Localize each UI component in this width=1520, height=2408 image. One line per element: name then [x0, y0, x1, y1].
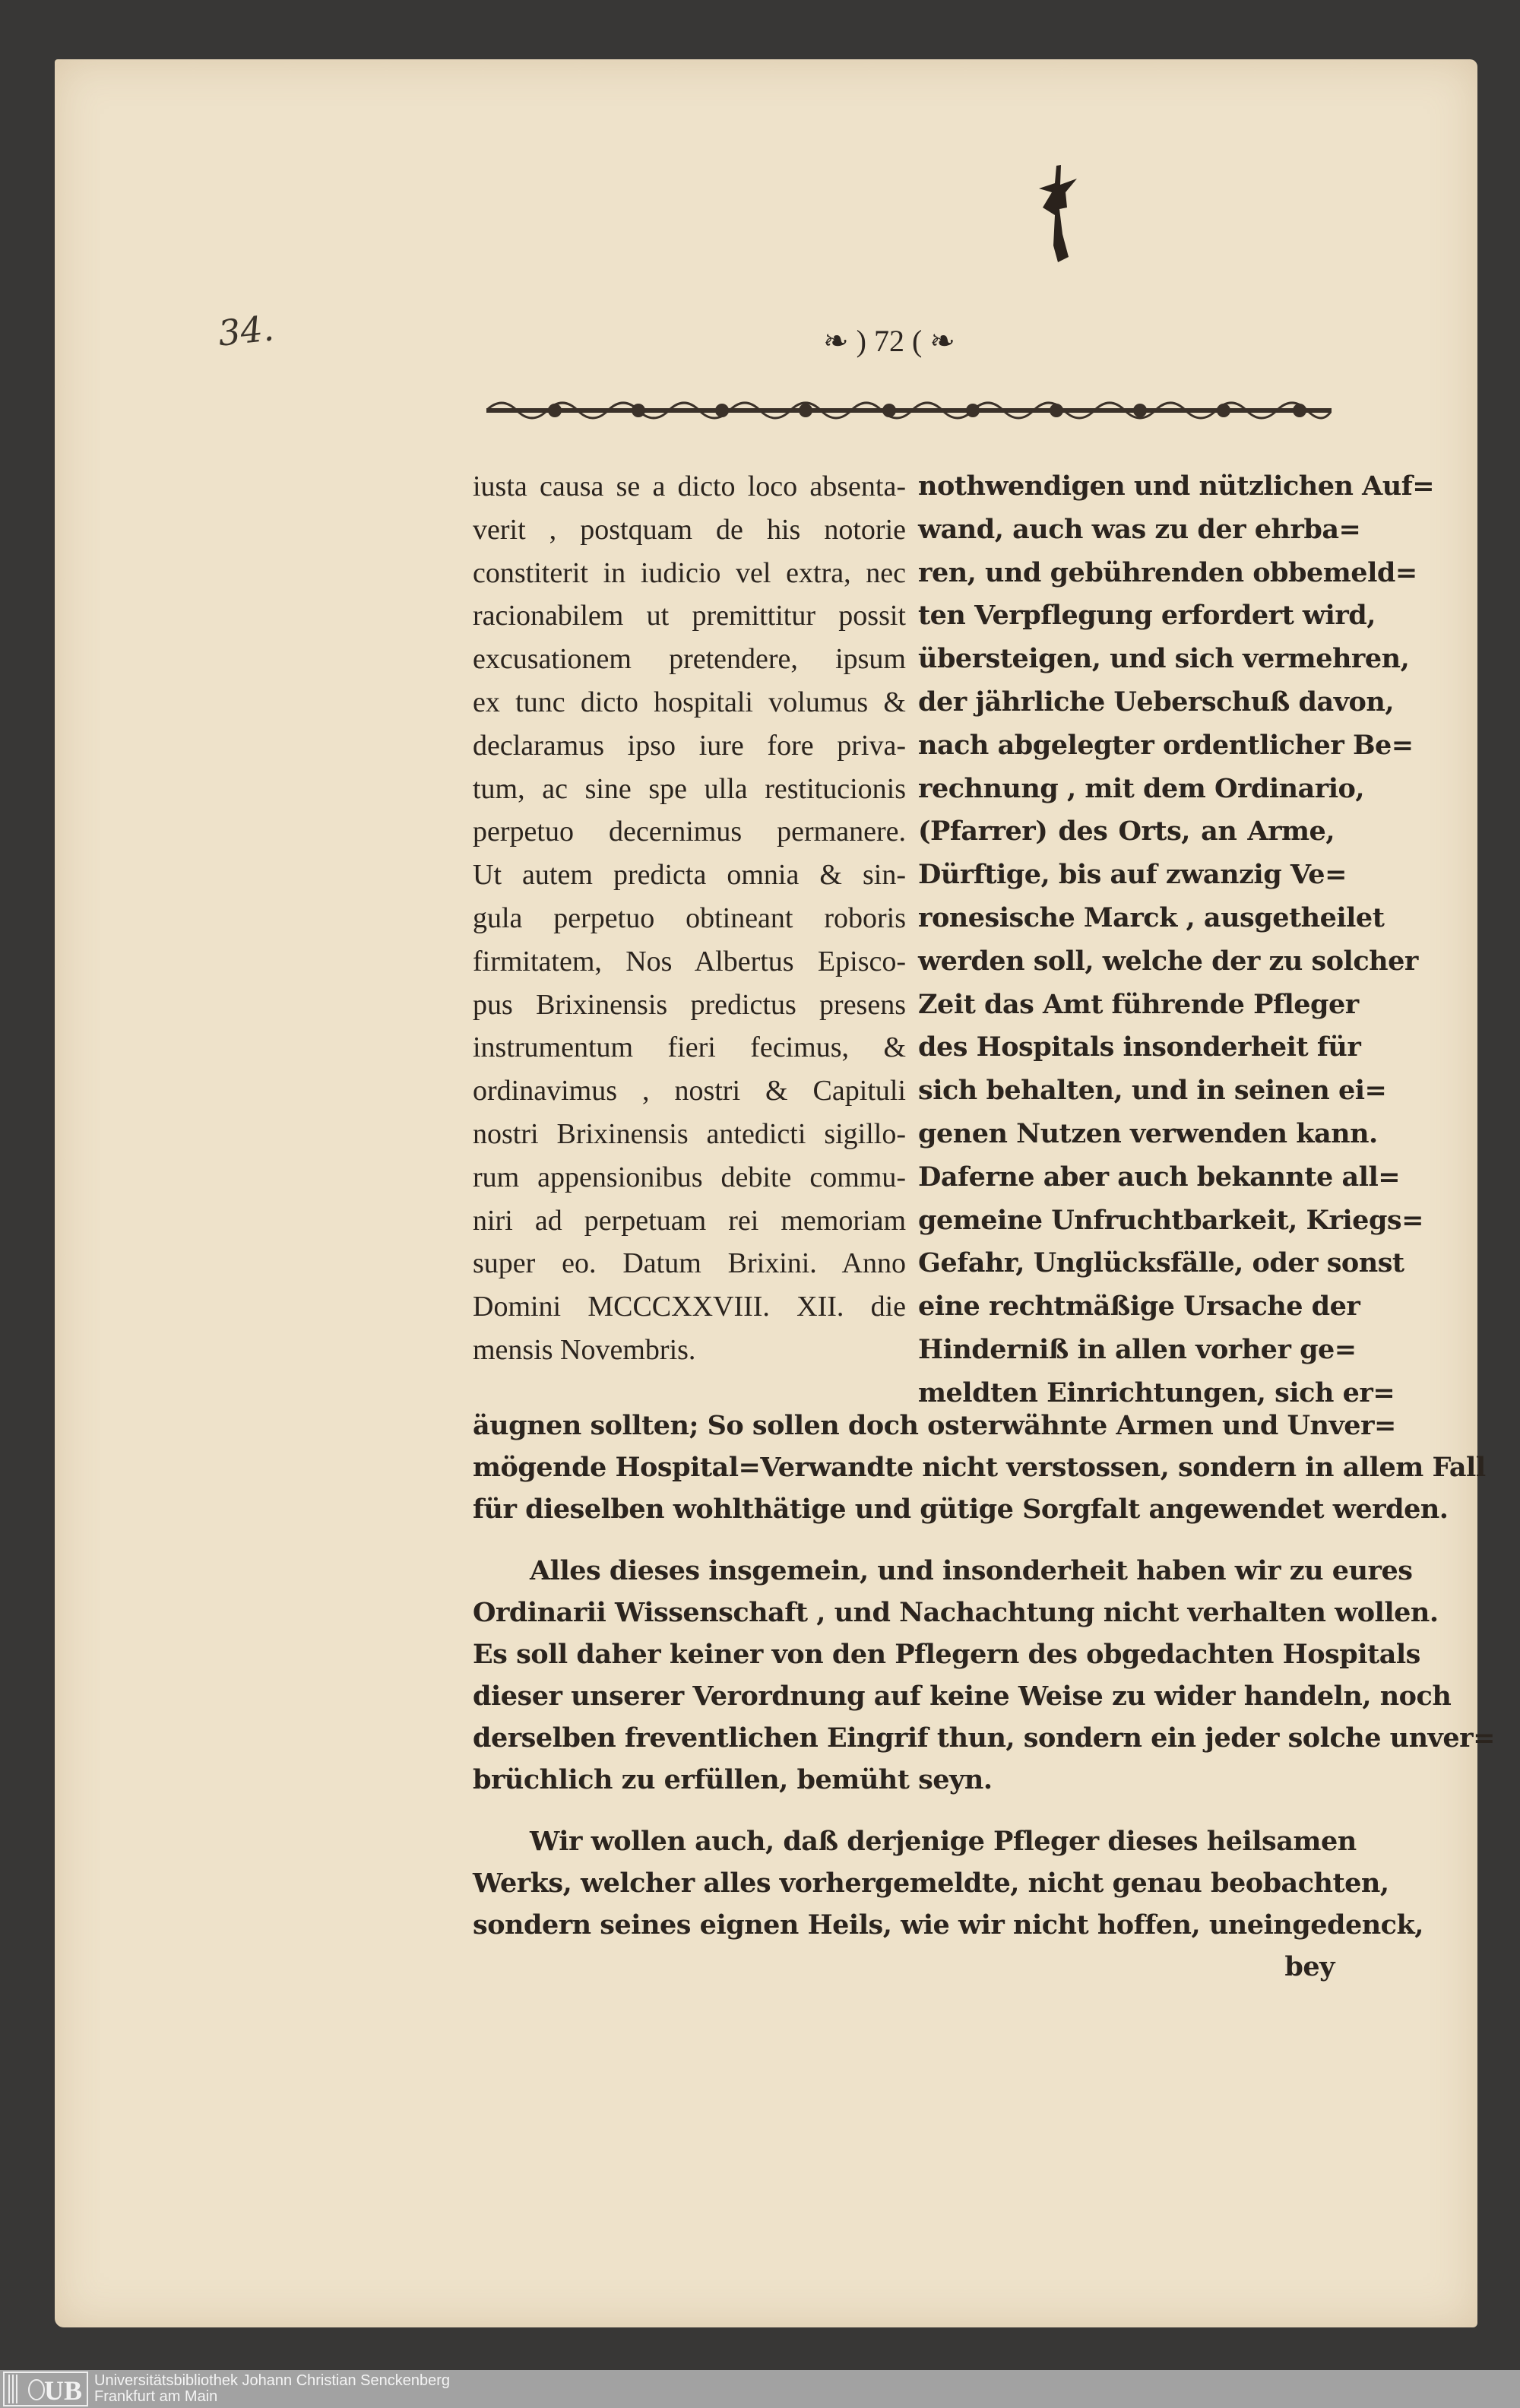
text-line: Daferne aber auch bekannte all=	[918, 1161, 1401, 1193]
institution-name: Universitätsbibliothek Johann Christian Senckenberg	[94, 2372, 451, 2389]
text-line: iusta causa se a dicto loco absenta-	[473, 471, 906, 502]
text-line: nach abgelegter ordentlicher Be=	[918, 729, 1414, 761]
text-line: der jährliche Ueberschuß davon,	[918, 686, 1395, 718]
text-line: Domini MCCCXXVIII. XII. die	[473, 1291, 906, 1323]
text-line: für dieselben wohlthätige und gütige Sorgfalt angewendet werden.	[473, 1494, 1449, 1525]
text-line: eine rechtmäßige Ursache der	[918, 1291, 1360, 1323]
page-number: 72	[874, 324, 904, 358]
paragraph	[473, 1550, 1495, 1801]
text-line: ronesische Marck , ausgetheilet	[918, 901, 1385, 933]
text-line: tum, ac sine spe ulla restitucionis	[473, 772, 906, 805]
text-line: declaramus ipso iure fore priva-	[473, 729, 906, 762]
german-column	[918, 465, 1435, 1415]
text-line: super eo. Datum Brixini. Anno	[473, 1247, 906, 1280]
text-line: firmitatem, Nos Albertus Episco-	[473, 945, 906, 977]
text-line: gula perpetuo obtineant roboris	[473, 901, 906, 934]
text-line: werden soll, welche der zu solcher	[918, 945, 1418, 977]
logo-text: UB	[43, 2375, 82, 2406]
text-line: sondern seines eignen Heils, wie wir nicht hoffen, uneingedenck,	[473, 1909, 1423, 1941]
text-line: niri ad perpetuam rei memoriam	[473, 1204, 906, 1237]
text-line: pus Brixinensis predictus presens	[473, 988, 906, 1021]
handwritten-note: 34.	[216, 307, 276, 354]
paragraph	[473, 1405, 1486, 1530]
text-line: ren, und gebührenden obbemeld=	[918, 556, 1417, 588]
text-line: Gefahr, Unglücksfälle, oder sonst	[918, 1247, 1404, 1279]
institution-city: Frankfurt am Main	[94, 2388, 218, 2405]
text-line: Zeit das Amt führende Pfleger	[918, 988, 1359, 1020]
latin-column	[473, 465, 906, 1372]
text-line: Wir wollen auch, daß derjenige Pfleger dieses heilsamen	[530, 1826, 1357, 1857]
text-line: constiterit in iudicio vel extra, nec	[473, 556, 906, 589]
text-line: mögende Hospital=Verwandte nicht verstossen, sondern in allem Fall	[473, 1452, 1486, 1483]
text-line: instrumentum fieri fecimus, &	[473, 1031, 906, 1064]
page-header	[775, 323, 1003, 359]
text-line: dieser unserer Verordnung auf keine Weise zu wider handeln, noch	[473, 1681, 1452, 1712]
left-ornament-icon: ❧ )	[823, 324, 866, 358]
text-line: ten Verpflegung erfordert wird,	[918, 600, 1376, 632]
text-line: racionabilem ut premittitur possit	[473, 600, 906, 632]
footer-bar	[0, 2370, 1520, 2408]
full-width-text	[473, 1405, 1495, 1988]
text-line: Alles dieses insgemein, und insonderheit haben wir zu eures	[530, 1555, 1413, 1586]
institution-text	[94, 2373, 450, 2405]
text-line: perpetuo decernimus permanere.	[473, 816, 906, 848]
text-line: Ut autem predicta omnia & sin-	[473, 859, 906, 892]
text-line: sich behalten, und in seinen ei=	[918, 1075, 1387, 1107]
right-ornament-icon: ( ❧	[912, 324, 955, 358]
paragraph	[473, 1820, 1423, 1988]
text-line: derselben freventlichen Eingrif thun, sondern ein jeder solche unver=	[473, 1722, 1495, 1754]
decorative-border-ornament	[486, 394, 1332, 427]
text-line: nostri Brixinensis antedicti sigillo-	[473, 1117, 906, 1150]
text-line: rechnung , mit dem Ordinario,	[918, 772, 1365, 804]
text-line: Hinderniß in allen vorher ge=	[918, 1333, 1357, 1365]
text-line: (Pfarrer) des Orts, an Arme,	[918, 816, 1335, 848]
text-line: ordinavimus , nostri & Capituli	[473, 1075, 906, 1107]
text-line: brüchlich zu erfüllen, bemüht seyn.	[473, 1764, 993, 1795]
text-line: bey	[1284, 1951, 1335, 1982]
text-line: ex tunc dicto hospitali volumus &	[473, 686, 906, 718]
text-line: verit , postquam de his notorie	[473, 513, 906, 546]
text-line: wand, auch was zu der ehrba=	[918, 513, 1361, 545]
text-line: übersteigen, und sich vermehren,	[918, 643, 1410, 675]
text-line: mensis Novembris.	[473, 1333, 696, 1366]
text-line: gemeine Unfruchtbarkeit, Kriegs=	[918, 1204, 1423, 1236]
text-line: Werks, welcher alles vorhergemeldte, nicht genau beobachten,	[473, 1868, 1389, 1899]
text-line: meldten Einrichtungen, sich er=	[918, 1377, 1395, 1408]
text-line: rum appensionibus debite commu-	[473, 1161, 906, 1193]
text-line: excusationem pretendere, ipsum	[473, 643, 906, 676]
text-line: äugnen sollten; So sollen doch osterwähnte Armen und Unver=	[473, 1410, 1396, 1441]
text-line: Es soll daher keiner von den Pflegern des obgedachten Hospitals	[473, 1639, 1420, 1670]
text-line: Dürftige, bis auf zwanzig Ve=	[918, 859, 1347, 891]
library-logo[interactable]	[3, 2372, 88, 2406]
text-line: des Hospitals insonderheit für	[918, 1031, 1361, 1063]
text-line: Ordinarii Wissenschaft , und Nachachtung nicht verhalten wollen.	[473, 1597, 1439, 1628]
text-line: genen Nutzen verwenden kann.	[918, 1117, 1378, 1149]
text-line: nothwendigen und nützlichen Auf=	[918, 471, 1435, 502]
ink-blot-icon	[1035, 162, 1081, 268]
